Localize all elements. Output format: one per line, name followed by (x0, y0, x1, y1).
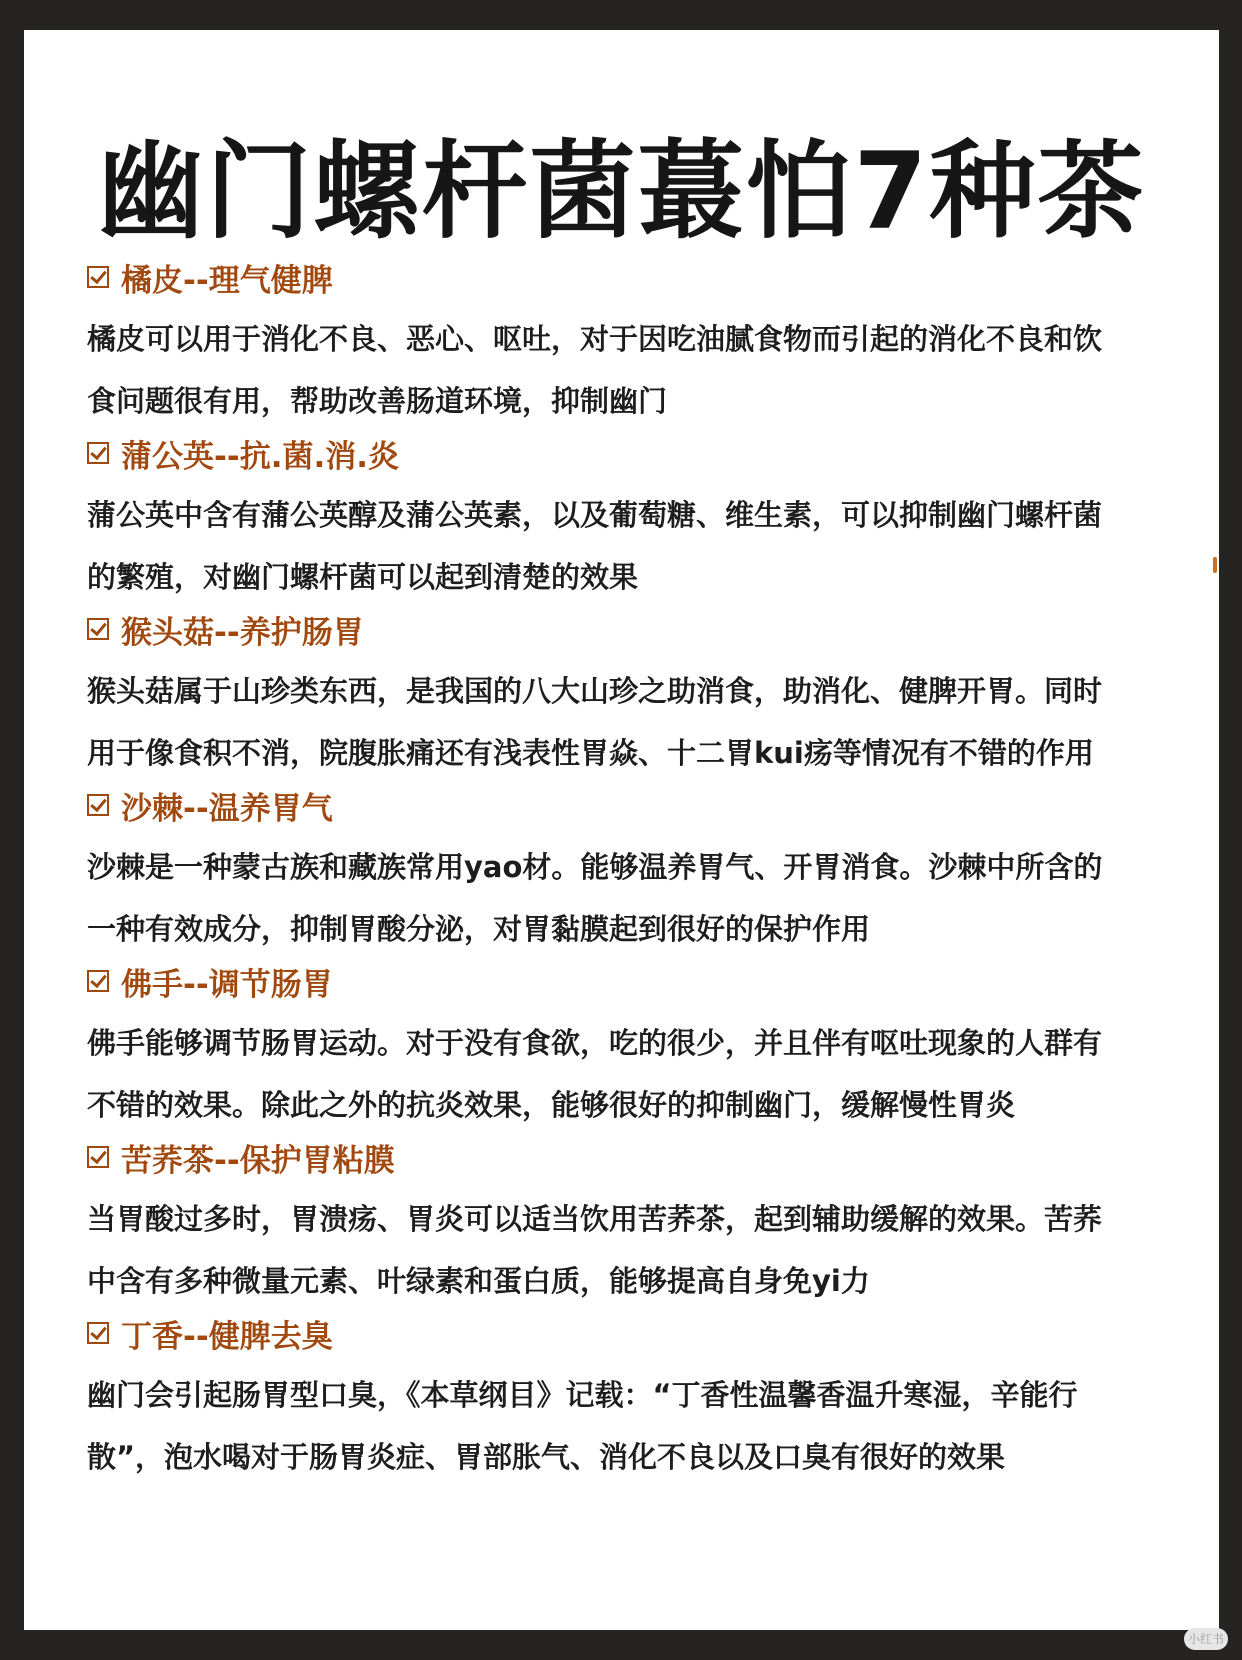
body-line: 佛手能够调节肠胃运动。对于没有食欲，吃的很少，并且伴有呕吐现象的人群有 (87, 1026, 1103, 1060)
tea-section-6 (87, 1132, 1207, 1312)
body-line: 用于像食积不消，院腹胀痛还有浅表性胃焱、十二胃kui疡等情况有不错的作用 (87, 736, 1094, 770)
section-body (87, 660, 1207, 784)
section-heading (87, 604, 1207, 654)
tea-section-4 (87, 780, 1207, 960)
checkbox-icon (87, 266, 109, 288)
body-line: 幽门会引起肠胃型口臭，《本草纲目》记载：“丁香性温馨香温升寒湿，辛能行 (87, 1378, 1078, 1412)
body-line: 沙棘是一种蒙古族和藏族常用yao材。能够温养胃气、开胃消食。沙棘中所含的 (87, 850, 1103, 884)
edge-marker (1213, 557, 1217, 573)
section-heading-text: 蒲公英--抗.菌.消.炎 (121, 438, 400, 475)
body-line: 蒲公英中含有蒲公英醇及蒲公英素，以及葡萄糖、维生素，可以抑制幽门螺杆菌 (87, 498, 1103, 532)
section-body (87, 1188, 1207, 1312)
section-heading (87, 428, 1207, 478)
tea-section-2 (87, 428, 1207, 608)
checkbox-icon (87, 970, 109, 992)
section-heading (87, 780, 1207, 830)
body-line: 猴头菇属于山珍类东西，是我国的八大山珍之助消食，助消化、健脾开胃。同时 (87, 674, 1103, 708)
section-body (87, 1012, 1207, 1136)
section-heading (87, 1308, 1207, 1358)
section-heading-text: 丁香--健脾去臭 (121, 1318, 333, 1355)
section-heading (87, 1132, 1207, 1182)
poster-card (24, 30, 1219, 1630)
tea-section-1 (87, 252, 1207, 432)
section-heading-text: 猴头菇--养护肠胃 (121, 614, 364, 651)
section-heading (87, 956, 1207, 1006)
checkbox-icon (87, 618, 109, 640)
tea-section-5 (87, 956, 1207, 1136)
section-heading-text: 沙棘--温养胃气 (121, 790, 333, 827)
watermark-badge: 小红书 (1184, 1628, 1228, 1650)
body-line: 散”，泡水喝对于肠胃炎症、胃部胀气、消化不良以及口臭有很好的效果 (87, 1440, 1006, 1474)
page-title: 幽门螺杆菌蕞怕7种茶 (97, 130, 1146, 253)
tea-section-7 (87, 1308, 1207, 1488)
section-heading-text: 橘皮--理气健脾 (121, 262, 333, 299)
tea-section-3 (87, 604, 1207, 784)
body-line: 中含有多种微量元素、叶绿素和蛋白质，能够提高自身免yi力 (87, 1264, 870, 1298)
body-line: 橘皮可以用于消化不良、恶心、呕吐，对于因吃油腻食物而引起的消化不良和饮 (87, 322, 1103, 356)
section-heading-text: 苦荞茶--保护胃粘膜 (121, 1142, 395, 1179)
section-body (87, 484, 1207, 608)
section-heading-text: 佛手--调节肠胃 (121, 966, 333, 1003)
checkbox-icon (87, 1146, 109, 1168)
body-line: 的繁殖，对幽门螺杆菌可以起到清楚的效果 (87, 560, 639, 594)
body-line: 不错的效果。除此之外的抗炎效果，能够很好的抑制幽门，缓解慢性胃炎 (87, 1088, 1016, 1122)
body-line: 一种有效成分，抑制胃酸分泌，对胃黏膜起到很好的保护作用 (87, 912, 871, 946)
section-heading (87, 252, 1207, 302)
checkbox-icon (87, 794, 109, 816)
body-line: 食问题很有用，帮助改善肠道环境，抑制幽门 (87, 384, 668, 418)
body-line: 当胃酸过多时，胃溃疡、胃炎可以适当饮用苦荞茶，起到辅助缓解的效果。苦荞 (87, 1202, 1103, 1236)
section-body (87, 1364, 1207, 1488)
section-body (87, 836, 1207, 960)
checkbox-icon (87, 442, 109, 464)
checkbox-icon (87, 1322, 109, 1344)
section-body (87, 308, 1207, 432)
